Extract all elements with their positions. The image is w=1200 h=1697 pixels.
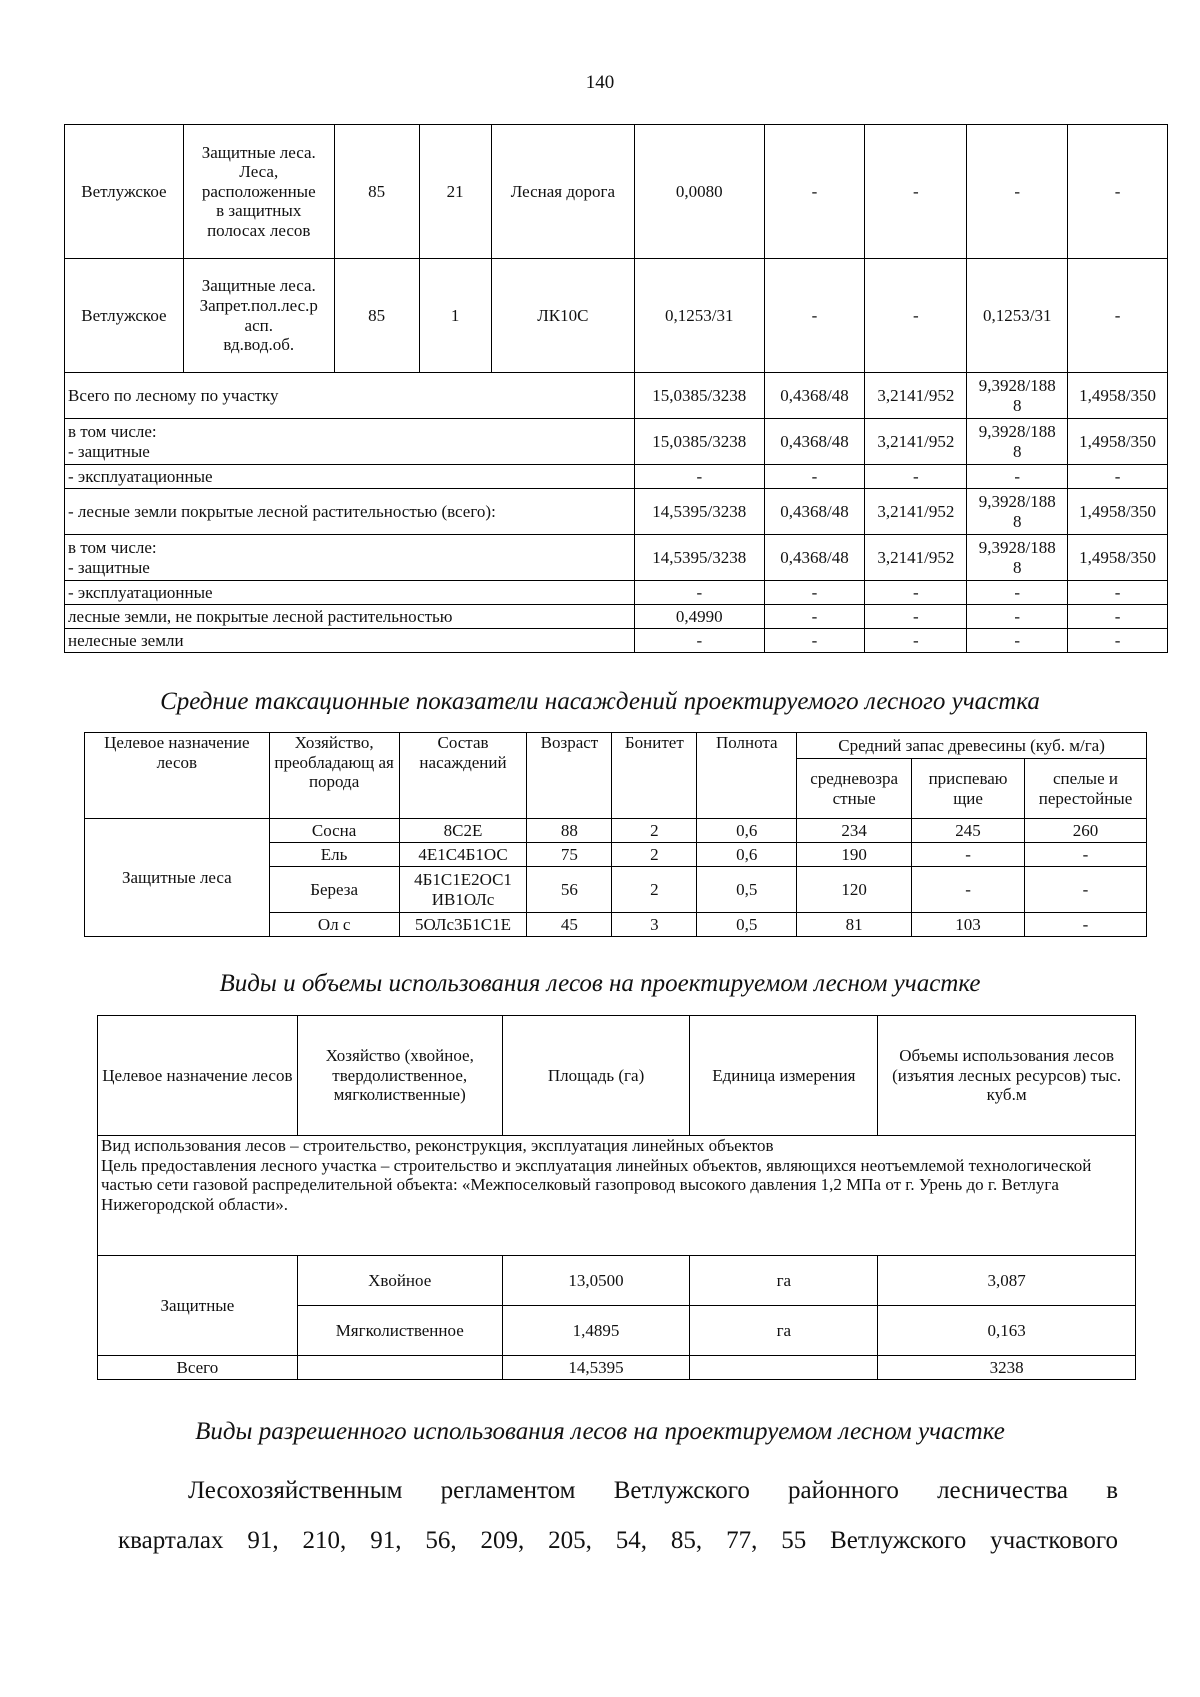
note-row (98, 1136, 1136, 1256)
value-cell: - (764, 125, 865, 259)
plot-cell: 21 (419, 125, 491, 259)
summary-label: нелесные земли (65, 629, 635, 653)
value-cell: - (865, 629, 967, 653)
economy-cell: Мягколиственное (297, 1306, 502, 1356)
premature-cell: 103 (912, 913, 1025, 937)
header-composition: Состав насаждений (399, 733, 527, 819)
value-cell: - (865, 259, 967, 373)
premature-cell: - (912, 843, 1025, 867)
note-cell (98, 1136, 1136, 1256)
header-row (98, 1016, 1136, 1136)
total-cell: - (635, 629, 765, 653)
value-cell: 1,4958/350 (1068, 419, 1168, 465)
species-cell: Ель (269, 843, 399, 867)
object-cell: ЛК10С (491, 259, 634, 373)
value-cell: 1,4958/350 (1068, 373, 1168, 419)
purpose-cell: Защитные леса (85, 819, 270, 937)
value-cell: - (865, 465, 967, 489)
mature-cell: - (1025, 867, 1147, 913)
value-cell: - (764, 605, 865, 629)
object-cell: Лесная дорога (491, 125, 634, 259)
value-cell: 0,4368/48 (764, 419, 865, 465)
header-middle: средневозра стные (797, 759, 912, 819)
premature-cell: 245 (912, 819, 1025, 843)
value-cell: 3,2141/952 (865, 373, 967, 419)
bonitet-cell: 2 (612, 867, 697, 913)
bonitet-cell: 3 (612, 913, 697, 937)
header-area: Площадь (га) (502, 1016, 690, 1136)
premature-cell: - (912, 867, 1025, 913)
age-cell: 56 (527, 867, 612, 913)
header-bonitet: Бонитет (612, 733, 697, 819)
header-species: Хозяйство, преобладающ ая порода (269, 733, 399, 819)
header-mature: спелые и перестойные (1025, 759, 1147, 819)
value-cell: 1,4958/350 (1068, 535, 1168, 581)
total-cell: 0,1253/31 (635, 259, 765, 373)
mature-cell: 260 (1025, 819, 1147, 843)
middle-cell: 234 (797, 819, 912, 843)
value-cell: 9,3928/188 8 (967, 373, 1068, 419)
header-stock: Средний запас древесины (куб. м/га) (797, 733, 1147, 759)
value-cell: - (967, 581, 1068, 605)
total-cell: 14,5395/3238 (635, 489, 765, 535)
page-number: 140 (585, 72, 615, 93)
composition-cell: 5ОЛс3Б1С1Е (399, 913, 527, 937)
paragraph-line: кварталах 91, 210, 91, 56, 209, 205, 54, 85, 77, 55 Ветлужского участкового (118, 1527, 1118, 1554)
summary-row (65, 629, 1168, 653)
composition-cell: 4Е1С4Б1ОС (399, 843, 527, 867)
forestry-cell: Ветлужское (65, 125, 184, 259)
age-cell: 88 (527, 819, 612, 843)
summary-label: в том числе: - защитные (65, 535, 635, 581)
composition-cell: 4Б1С1Е2ОС1 ИВ1ОЛс (399, 867, 527, 913)
forestry-cell: Ветлужское (65, 259, 184, 373)
quarter-cell: 85 (334, 125, 419, 259)
summary-row (65, 535, 1168, 581)
section-caption: Средние таксационные показатели насаждений проектируемого лесного участка (160, 688, 1040, 715)
economy-cell (297, 1356, 502, 1380)
header-density: Полнота (697, 733, 797, 819)
header-age: Возраст (527, 733, 612, 819)
note-line: Цель предоставления лесного участка – строительство и эксплуатация линейных объектов, являющихся неотъемлемой технологической частью сети газовой распределительной объекта: «Межпоселковый газопровод высокого давления 1,2 МПа от г. Урень до г. Ветлуга Нижегородской области». (101, 1155, 1092, 1214)
section-caption: Виды разрешенного использования лесов на проектируемом лесном участке (195, 1418, 1005, 1445)
density-cell: 0,5 (697, 913, 797, 937)
unit-cell (690, 1356, 878, 1380)
forest-plot-table (64, 124, 1168, 653)
taxation-table (84, 732, 1147, 937)
volume-cell: 0,163 (878, 1306, 1136, 1356)
summary-label: - эксплуатационные (65, 465, 635, 489)
total-cell: 15,0385/3238 (635, 373, 765, 419)
value-cell: - (764, 259, 865, 373)
header-volume: Объемы использования лесов (изъятия лесных ресурсов) тыс. куб.м (878, 1016, 1136, 1136)
value-cell: 0,4368/48 (764, 535, 865, 581)
summary-row (65, 581, 1168, 605)
value-cell: 3,2141/952 (865, 535, 967, 581)
forest-use-table (97, 1015, 1136, 1380)
summary-row (65, 465, 1168, 489)
value-cell: - (764, 581, 865, 605)
value-cell: - (1068, 605, 1168, 629)
table-row (65, 259, 1168, 373)
volume-cell: 3,087 (878, 1256, 1136, 1306)
value-cell: - (865, 125, 967, 259)
total-cell: 15,0385/3238 (635, 419, 765, 465)
value-cell: - (967, 605, 1068, 629)
value-cell: 0,4368/48 (764, 373, 865, 419)
table-row (98, 1256, 1136, 1306)
section-caption: Виды и объемы использования лесов на проектируемом лесном участке (219, 970, 981, 997)
value-cell: - (865, 605, 967, 629)
total-cell: 0,4990 (635, 605, 765, 629)
value-cell: - (1068, 259, 1168, 373)
value-cell: - (967, 629, 1068, 653)
middle-cell: 120 (797, 867, 912, 913)
summary-label: лесные земли, не покрытые лесной растительностью (65, 605, 635, 629)
value-cell: 3,2141/952 (865, 489, 967, 535)
value-cell: - (967, 125, 1068, 259)
mature-cell: - (1025, 843, 1147, 867)
total-label: Всего (98, 1356, 298, 1380)
age-cell: 75 (527, 843, 612, 867)
header-economy: Хозяйство (хвойное, твердолиственное, мягколиственные) (297, 1016, 502, 1136)
volume-cell: 3238 (878, 1356, 1136, 1380)
composition-cell: 8С2Е (399, 819, 527, 843)
economy-cell: Хвойное (297, 1256, 502, 1306)
total-cell: 14,5395/3238 (635, 535, 765, 581)
plot-cell: 1 (419, 259, 491, 373)
middle-cell: 190 (797, 843, 912, 867)
header-purpose: Целевое назначение лесов (85, 733, 270, 819)
summary-row (65, 605, 1168, 629)
summary-row (65, 419, 1168, 465)
total-row (98, 1356, 1136, 1380)
mature-cell: - (1025, 913, 1147, 937)
value-cell: - (1068, 581, 1168, 605)
total-cell: 0,0080 (635, 125, 765, 259)
value-cell: 1,4958/350 (1068, 489, 1168, 535)
header-row (85, 733, 1147, 759)
value-cell: - (764, 465, 865, 489)
summary-row (65, 489, 1168, 535)
value-cell: 9,3928/188 8 (967, 489, 1068, 535)
summary-row (65, 373, 1168, 419)
total-cell: - (635, 465, 765, 489)
category-cell: Защитные леса. Леса, расположенные в защитных полосах лесов (183, 125, 334, 259)
species-cell: Береза (269, 867, 399, 913)
value-cell: - (1068, 629, 1168, 653)
summary-label: Всего по лесному по участку (65, 373, 635, 419)
category-cell: Защитные леса. Запрет.пол.лес.р асп. вд.вод.об. (183, 259, 334, 373)
header-premature: приспеваю щие (912, 759, 1025, 819)
body-paragraph (118, 1466, 1118, 1566)
summary-label: - лесные земли покрытые лесной растительностью (всего): (65, 489, 635, 535)
density-cell: 0,6 (697, 843, 797, 867)
area-cell: 14,5395 (502, 1356, 690, 1380)
species-cell: Сосна (269, 819, 399, 843)
header-purpose: Целевое назначение лесов (98, 1016, 298, 1136)
density-cell: 0,6 (697, 819, 797, 843)
value-cell: 0,1253/31 (967, 259, 1068, 373)
unit-cell: га (690, 1306, 878, 1356)
value-cell: - (764, 629, 865, 653)
note-line: Вид использования лесов – строительство, реконструкция, эксплуатация линейных объектов (101, 1136, 774, 1155)
value-cell: 3,2141/952 (865, 419, 967, 465)
value-cell: - (865, 581, 967, 605)
paragraph-line: Лесохозяйственным регламентом Ветлужского районного лесничества в (188, 1477, 1118, 1504)
value-cell: - (1068, 125, 1168, 259)
bonitet-cell: 2 (612, 819, 697, 843)
summary-label: в том числе: - защитные (65, 419, 635, 465)
value-cell: 9,3928/188 8 (967, 419, 1068, 465)
value-cell: - (1068, 465, 1168, 489)
middle-cell: 81 (797, 913, 912, 937)
unit-cell: га (690, 1256, 878, 1306)
total-cell: - (635, 581, 765, 605)
density-cell: 0,5 (697, 867, 797, 913)
area-cell: 13,0500 (502, 1256, 690, 1306)
table-row (85, 819, 1147, 843)
bonitet-cell: 2 (612, 843, 697, 867)
purpose-cell: Защитные (98, 1256, 298, 1356)
table-row (65, 125, 1168, 259)
value-cell: 0,4368/48 (764, 489, 865, 535)
quarter-cell: 85 (334, 259, 419, 373)
value-cell: - (967, 465, 1068, 489)
summary-label: - эксплуатационные (65, 581, 635, 605)
age-cell: 45 (527, 913, 612, 937)
value-cell: 9,3928/188 8 (967, 535, 1068, 581)
header-unit: Единица измерения (690, 1016, 878, 1136)
area-cell: 1,4895 (502, 1306, 690, 1356)
species-cell: Ол с (269, 913, 399, 937)
